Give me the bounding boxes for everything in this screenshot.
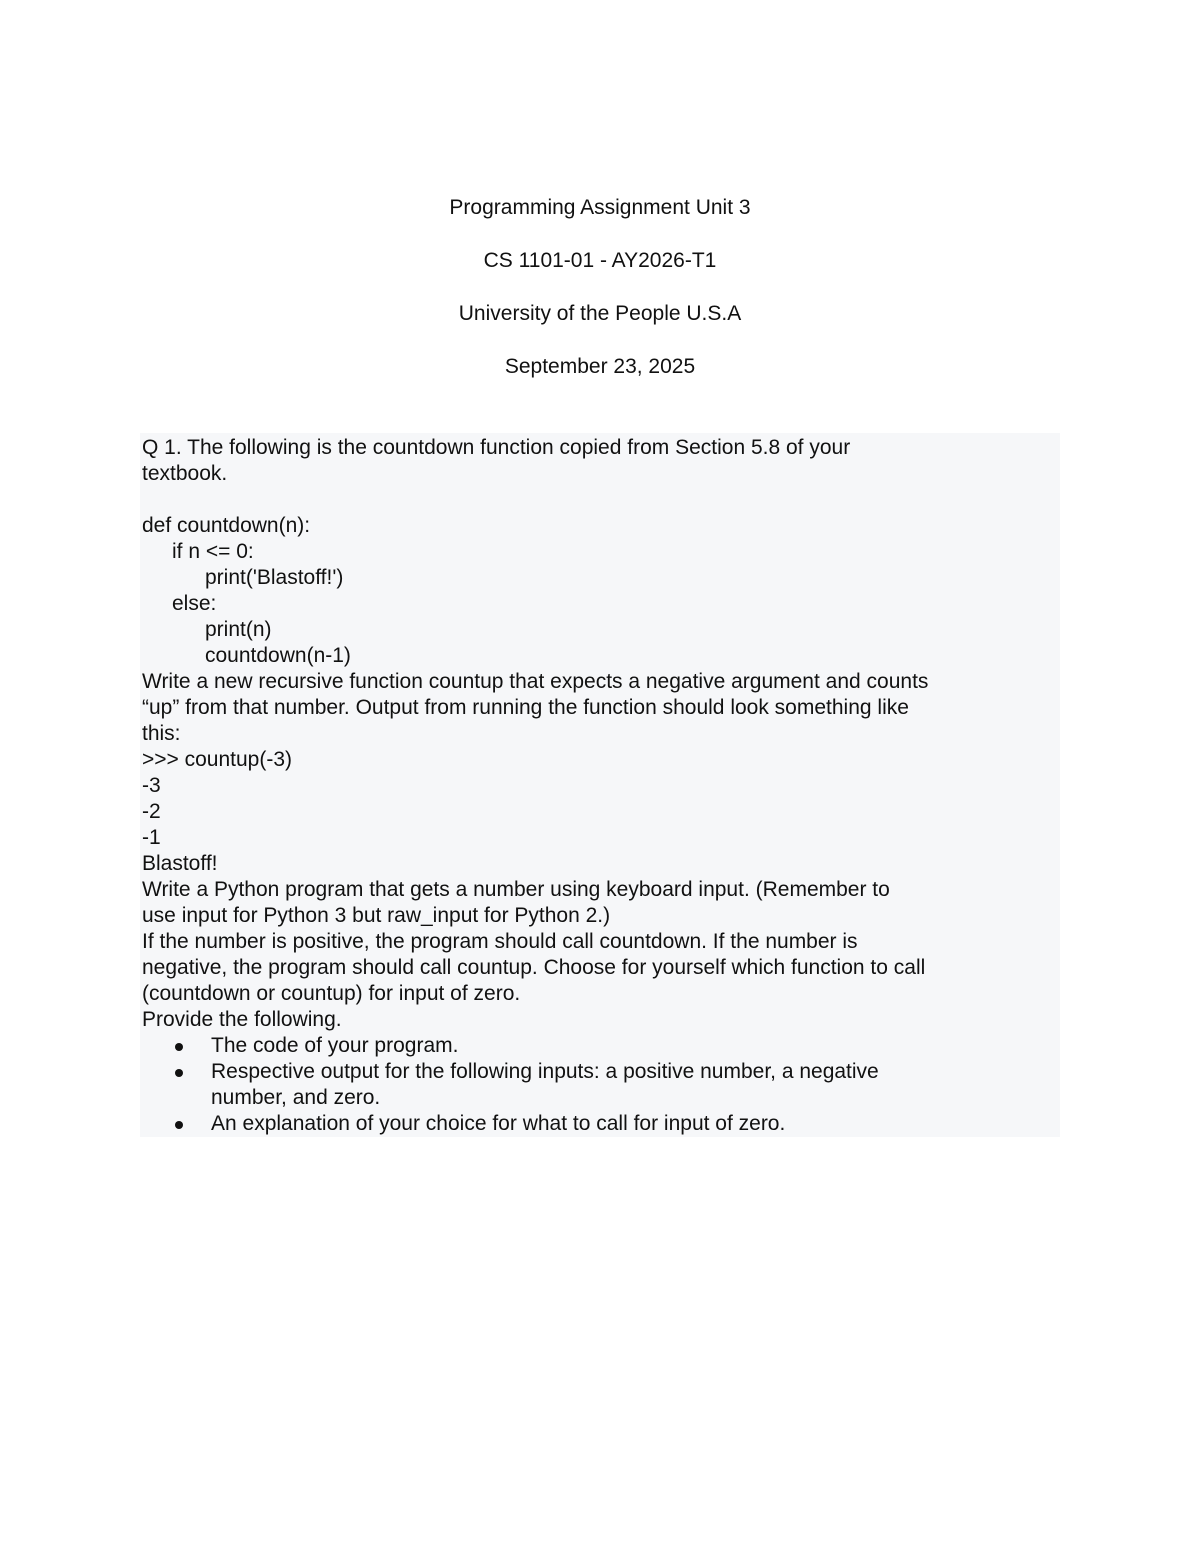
page-title: Programming Assignment Unit 3 xyxy=(449,196,751,219)
code-line-if: if n <= 0: xyxy=(172,540,254,563)
example-output-line: -3 xyxy=(142,774,161,797)
submission-date: September 23, 2025 xyxy=(504,355,696,378)
bullet-icon xyxy=(175,1043,183,1051)
question-intro-line-2: textbook. xyxy=(142,462,228,485)
example-output-line: -1 xyxy=(142,826,161,849)
question-box xyxy=(140,433,1060,1137)
task-branch-line-3: (countdown or countup) for input of zero. xyxy=(142,982,521,1005)
task-branch-line-2: negative, the program should call countup. Choose for yourself which function to call xyxy=(142,956,926,979)
provide-heading: Provide the following. xyxy=(142,1008,342,1031)
example-output-blastoff: Blastoff! xyxy=(142,852,218,875)
task-countup-line-3: this: xyxy=(142,722,181,745)
list-item-text: An explanation of your choice for what to call for input of zero. xyxy=(211,1112,786,1135)
code-line-print-blastoff: print('Blastoff!') xyxy=(205,566,344,589)
task-input-line-1: Write a Python program that gets a number using keyboard input. (Remember to xyxy=(142,878,890,901)
task-branch-line-1: If the number is positive, the program should call countdown. If the number is xyxy=(142,930,858,953)
code-line-recursive-call: countdown(n-1) xyxy=(205,644,351,667)
code-line-print-n: print(n) xyxy=(205,618,272,641)
code-line-else: else: xyxy=(172,592,217,615)
task-countup-line-1: Write a new recursive function countup that expects a negative argument and counts xyxy=(142,670,929,693)
code-line-def: def countdown(n): xyxy=(142,514,311,537)
course-code: CS 1101-01 - AY2026-T1 xyxy=(483,249,717,272)
task-input-line-2: use input for Python 3 but raw_input for Python 2.) xyxy=(142,904,611,927)
title-block xyxy=(0,193,1200,405)
question-intro-line-1: Q 1. The following is the countdown function copied from Section 5.8 of your xyxy=(142,436,851,459)
example-output-line: -2 xyxy=(142,800,161,823)
list-item-text: Respective output for the following inputs: a positive number, a negative xyxy=(211,1060,879,1083)
example-prompt: >>> countup(-3) xyxy=(142,748,293,771)
list-item-text: The code of your program. xyxy=(211,1034,459,1057)
university-name: University of the People U.S.A xyxy=(458,302,742,325)
task-countup-line-2: “up” from that number. Output from running the function should look something like xyxy=(142,696,909,719)
bullet-icon xyxy=(175,1069,183,1077)
bullet-icon xyxy=(175,1121,183,1129)
list-item-text: number, and zero. xyxy=(211,1086,381,1109)
